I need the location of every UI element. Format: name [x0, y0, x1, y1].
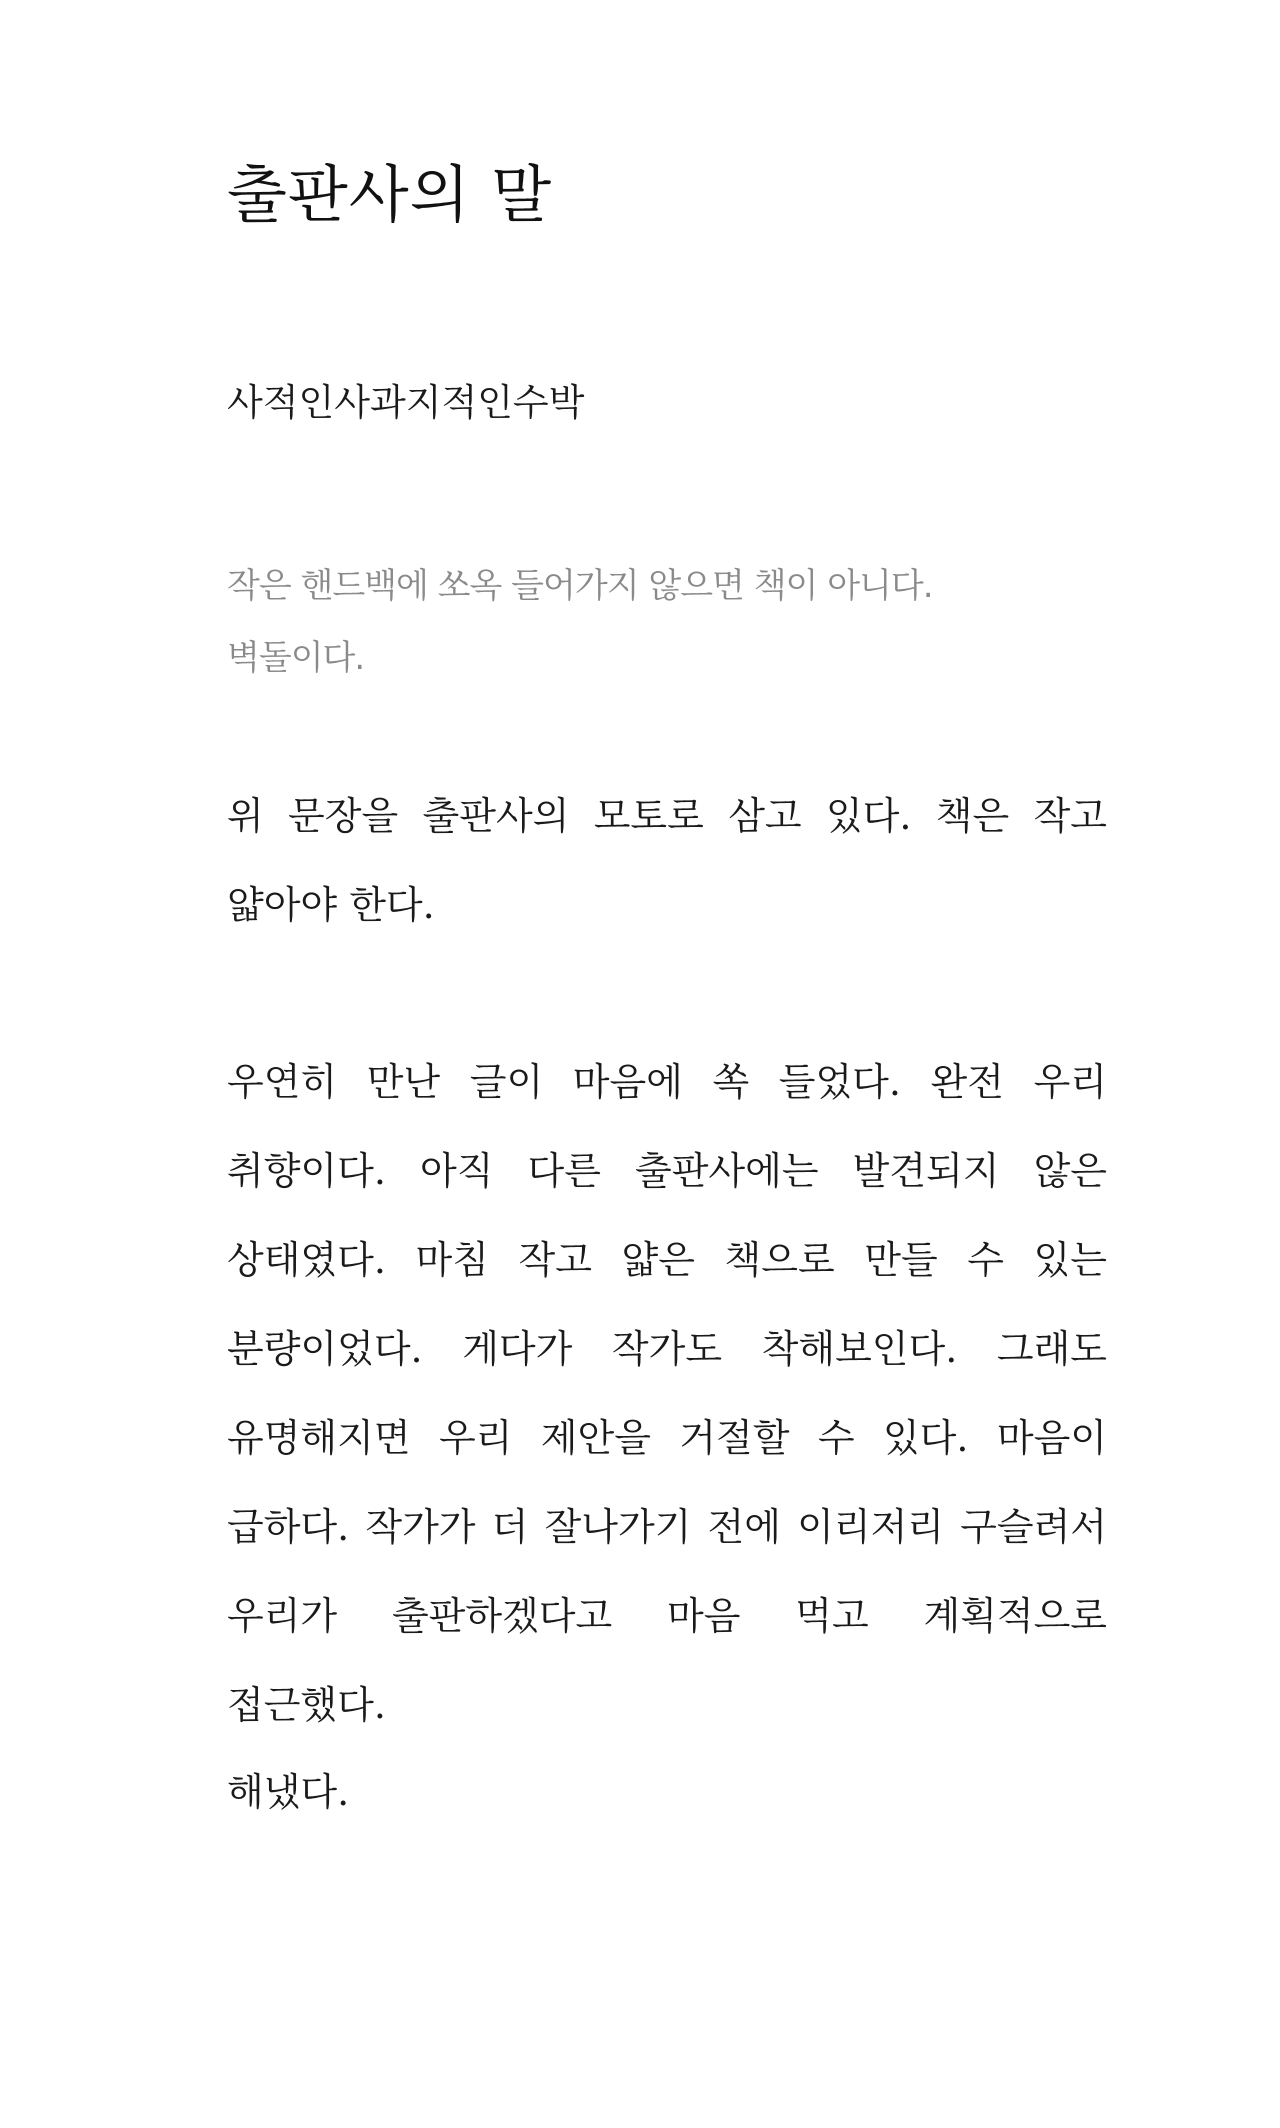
epigraph-line-2: 벽돌이다. — [227, 638, 365, 678]
epigraph-line-1: 작은 핸드백에 쏘옥 들어가지 않으면 책이 아니다. — [227, 566, 933, 606]
body-paragraph-1: 위 문장을 출판사의 모토로 삼고 있다. 책은 작고 얇아야 한다. — [227, 794, 1107, 927]
epigraph — [227, 550, 933, 694]
author-name: 사적인사과지적인수박 — [227, 381, 585, 424]
body-paragraph-3: 해냈다. — [227, 1770, 350, 1814]
body-paragraph-2: 우연히 만난 글이 마음에 쏙 들었다. 완전 우리 취향이다. 아직 다른 출판사에는 발견되지 않은 상태였다. 마침 작고 얇은 책으로 만들 수 있는 분량이었다. 게다가 작가도 착해보인다. 그래도 유명해지면 우리 제안을 거절할 수 있다. 마음이 급하다. 작가가 더 잘나가기 전에 이리저리 구슬려서 우리가 출판하겠다고 마음 먹고 계획적으로 접근했다. — [227, 1060, 1107, 1727]
page-title: 출판사의 말 — [227, 158, 553, 231]
